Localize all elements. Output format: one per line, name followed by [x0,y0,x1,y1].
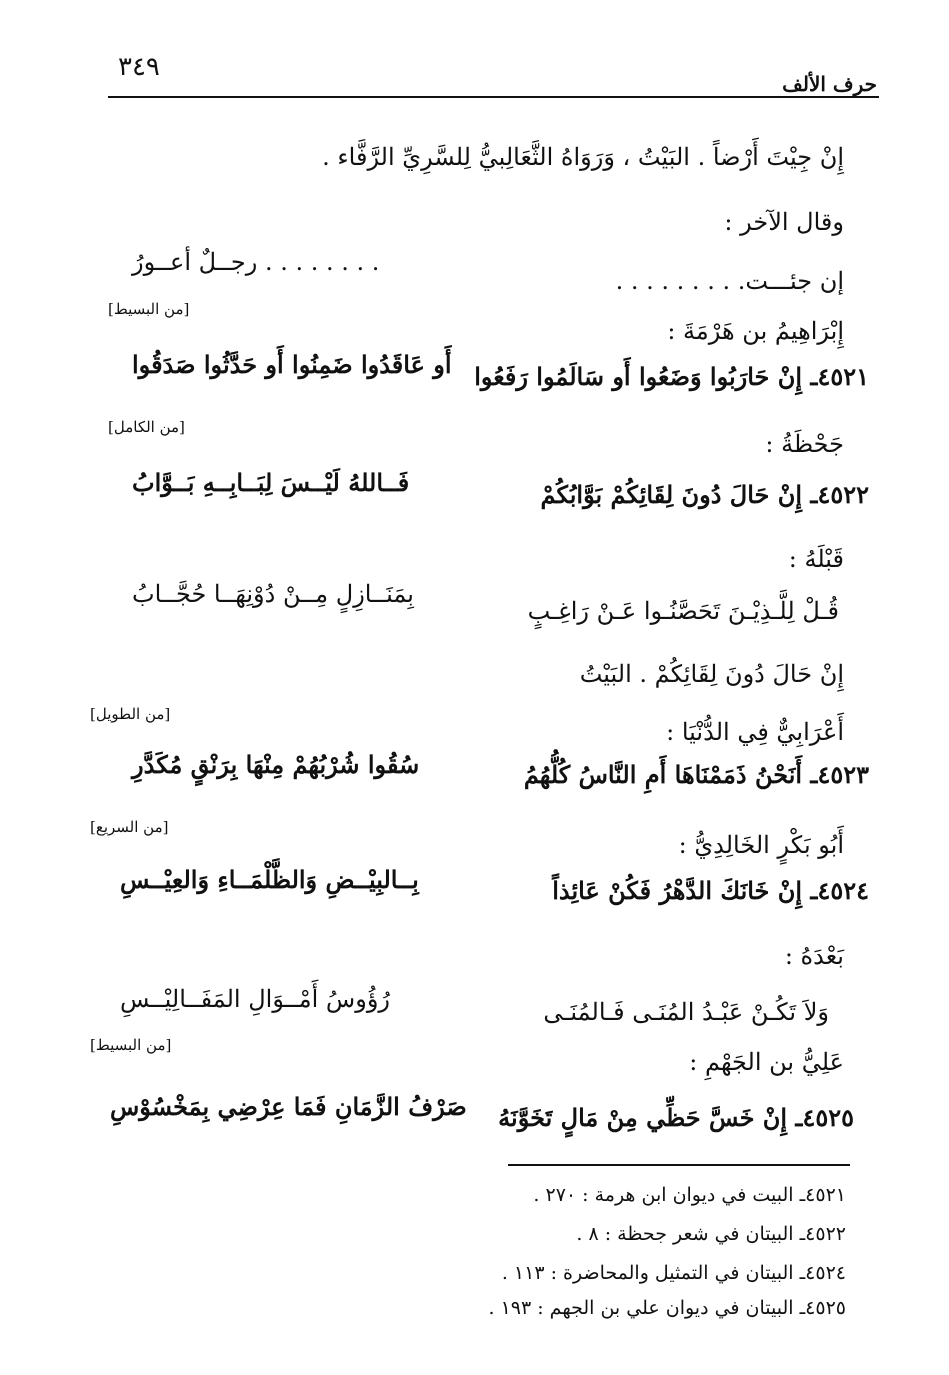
verse-hemistich-left: . . . . . . . . رجــلٌ أعــورُ [132,248,380,276]
verse-hemistich-right: وَلاَ تَكُـنْ عَبْـدُ المُنَـى فَـالمُنَـى [543,998,829,1026]
poet-line: أَعْرَابِيٌّ فِي الدُّنْيَا : [666,718,844,746]
meter-label: [من البسيط] [90,1036,172,1054]
text-line: قَبْلَهُ : [788,545,844,573]
poet-line: عَلِيُّ بن الجَهْمِ : [689,1048,844,1076]
meter-label: [من الكامل] [108,418,185,436]
verse-hemistich-right: قُـلْ لِلَّـذِيْـنَ تَحَصَّنُـوا عَـنْ رَاغِـبٍ [527,597,839,625]
verse-hemistich-right: ٤٥٢٢ـ إِنْ حَالَ دُونَ لِقَائِكُمْ بَوَّابُكُمْ [540,480,869,509]
verse-hemistich-left: صَرْفُ الزَّمَانِ فَمَا عِرْضِي بِمَخْسُوْسِ [110,1092,467,1121]
header-rule [108,96,879,98]
footnote: ٤٥٢٢ـ البيتان في شعر جحظة : ٨ . [576,1223,846,1245]
verse-hemistich-left: أَو عَاقَدُوا ضَمِنُوا أَو حَدَّثُوا صَدَقُوا [132,350,452,379]
verse-hemistich-left: بِــالبِيْــضِ وَالظَّلْمَــاءِ وَالعِيْــسِ [120,865,419,894]
verse-hemistich-right: ٤٥٢١ـ إِنْ حَارَبُوا وَضَعُوا أَو سَالَمُوا رَفَعُوا [474,362,869,391]
footnote: ٤٥٢١ـ البيت في ديوان ابن هرمة : ٢٧٠ . [533,1184,846,1206]
verse-hemistich-right: إن جئـــت. . . . . . . . . [615,267,844,295]
verse-hemistich-left: سُقُوا شُرْبُهُمْ مِنْهَا بِرَنْقٍ مُكَدَّرِ [132,750,420,779]
text-line: إِنْ حَالَ دُونَ لِقَائِكُمْ . البَيْتُ [579,660,844,688]
verse-hemistich-left: فَــاللهُ لَيْــسَ لِبَــابِــهِ بَــوَّابُ [132,468,410,497]
verse-hemistich-right: ٤٥٢٤ـ إِنْ خَانَكَ الدَّهْرُ فَكُنْ عَائِذاً [552,876,869,905]
text-line: إِنْ جِيْتَ أَرْضاً . البَيْتُ ، وَرَوَاهُ الثَّعَالِبيُّ لِلسَّرِيِّ الرَّفَّاء . [322,143,844,171]
footnote-rule [508,1164,850,1166]
text-line: بَعْدَهُ : [784,942,844,970]
poet-line: جَحْظَةُ : [765,430,844,458]
footnote: ٤٥٢٤ـ البيتان في التمثيل والمحاضرة : ١١٣ . [501,1262,846,1284]
page-number: ٣٤٩ [118,52,160,82]
verse-hemistich-left: بِمَنَــازِلٍ مِــنْ دُوْنِهَــا حُجَّــابُ [132,580,414,608]
verse-hemistich-right: ٤٥٢٥ـ إِنْ خَسَّ حَظِّي مِنْ مَالٍ تَخَوَّنَهُ [498,1103,854,1132]
text-line: وقال الآخر : [724,208,844,236]
running-header-title: حرف الألف [782,72,877,96]
verse-hemistich-right: ٤٥٢٣ـ أَنَحْنُ ذَمَمْنَاهَا أَمِ النَّاسُ كُلُّهُمُ [523,760,869,789]
meter-label: [من السريع] [90,818,169,836]
poet-line: أَبُو بَكْرٍ الخَالِدِيُّ : [678,831,844,859]
meter-label: [من البسيط] [108,300,190,318]
footnote: ٤٥٢٥ـ البيتان في ديوان علي بن الجهم : ١٩٣ . [488,1297,846,1319]
verse-hemistich-left: رُؤُوسُ أَمْــوَالِ المَفَــالِيْــسِ [120,985,390,1013]
poet-line: إِبْرَاهِيمُ بن هَرْمَةَ : [667,317,844,345]
meter-label: [من الطويل] [90,705,171,723]
